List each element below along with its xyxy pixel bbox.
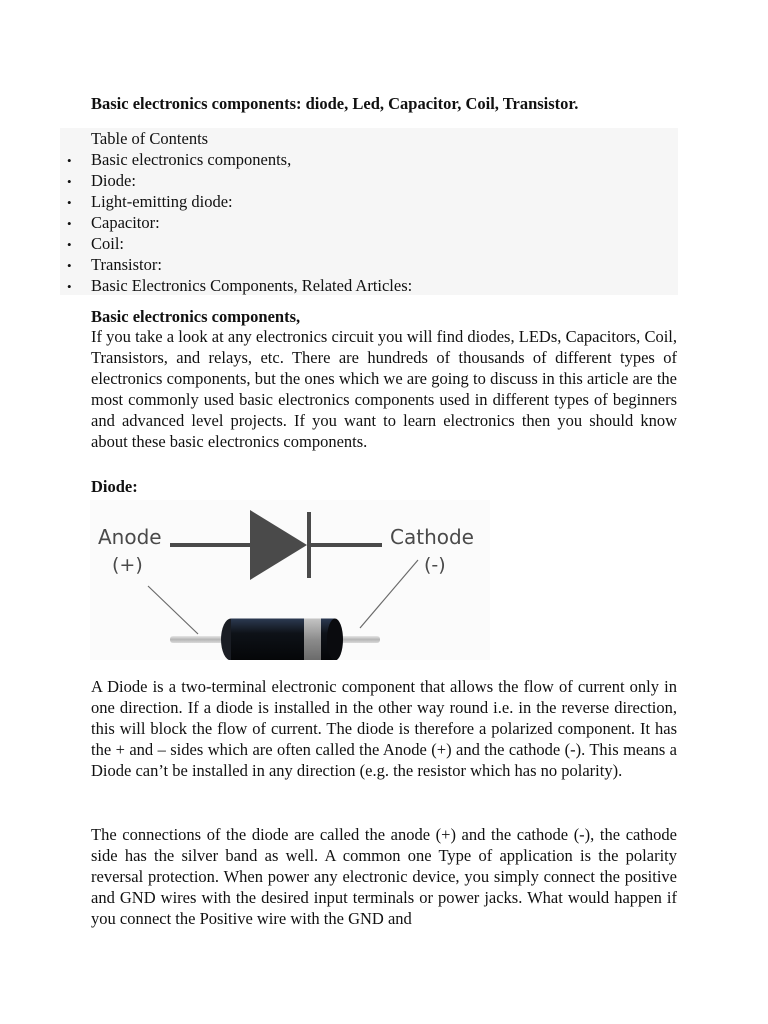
bullet-icon: • (67, 216, 72, 231)
toc-item-label: Light-emitting diode: (91, 192, 233, 211)
diode-figure (90, 500, 490, 660)
diode-illustration (90, 500, 490, 660)
bullet-icon: • (67, 174, 72, 189)
cathode-label: Cathode (390, 525, 474, 549)
section-heading-basics: Basic electronics components, (91, 307, 301, 326)
toc-item-transistor[interactable] (60, 255, 678, 276)
toc-item-capacitor[interactable] (60, 213, 678, 234)
paragraph-basics: If you take a look at any electronics circuit you will find diodes, LEDs, Capacitors, Coil, Transistors, and relays, etc. There are hundreds of thousands of different types of electronics components, but the ones which we are going to discuss in this article are the most commonly used basic electronics components used in different types of beginners and advanced level projects. If you want to learn electronics then you should know about these basic electronics components. (91, 327, 677, 451)
document-title: Basic electronics components: diode, Led, Capacitor, Coil, Transistor. (91, 94, 579, 113)
bullet-icon: • (67, 237, 72, 252)
toc-list (60, 150, 678, 297)
toc-item-related-articles[interactable] (60, 276, 678, 297)
diode-body (231, 619, 304, 661)
toc-item-basic-components[interactable] (60, 150, 678, 171)
cathode-lead (340, 636, 380, 643)
cathode-silver-band (304, 619, 321, 661)
toc-item-label: Transistor: (91, 255, 162, 274)
diode-body-end-right (327, 619, 343, 661)
bullet-icon: • (67, 279, 72, 294)
anode-lead (170, 636, 228, 643)
toc-item-label: Coil: (91, 234, 125, 253)
toc-item-label: Diode: (91, 171, 136, 190)
paragraph-diode-2: The connections of the diode are called the anode (+) and the cathode (-), the cathode side has the silver band as well. A common one Type of application is the polarity reversal protection. When power any electronic device, you simply connect the positive and GND wires with the desired input terminals or power jacks. What would happen if you connect the Positive wire with the GND and (91, 825, 677, 928)
cathode-pointer-line (360, 560, 418, 628)
toc-item-label: Basic Electronics Components, Related Articles: (91, 276, 413, 295)
anode-sign: (+) (112, 554, 143, 576)
toc-item-label: Basic electronics components, (91, 150, 292, 169)
cathode-sign: (-) (424, 554, 446, 576)
bullet-icon: • (67, 195, 72, 210)
toc-item-label: Capacitor: (91, 213, 160, 232)
bullet-icon: • (67, 153, 72, 168)
diode-triangle-symbol (250, 510, 307, 580)
paragraph-diode-1: A Diode is a two-terminal electronic component that allows the flow of current only in one direction. If a diode is installed in the other way round i.e. in the reverse direction, this will block the flow of current. The diode is therefore a polarized component. It has the + and – sides which are often called the Anode (+) and the cathode (-). This means a Diode can’t be installed in any direction (e.g. the resistor which has no polarity). (91, 677, 677, 780)
toc-item-coil[interactable] (60, 234, 678, 255)
bullet-icon: • (67, 258, 72, 273)
anode-pointer-line (148, 586, 198, 634)
toc-item-diode[interactable] (60, 171, 678, 192)
anode-label: Anode (98, 525, 162, 549)
section-heading-diode: Diode: (91, 477, 138, 496)
toc-heading: Table of Contents (91, 129, 209, 148)
table-of-contents (60, 128, 678, 295)
toc-item-led[interactable] (60, 192, 678, 213)
